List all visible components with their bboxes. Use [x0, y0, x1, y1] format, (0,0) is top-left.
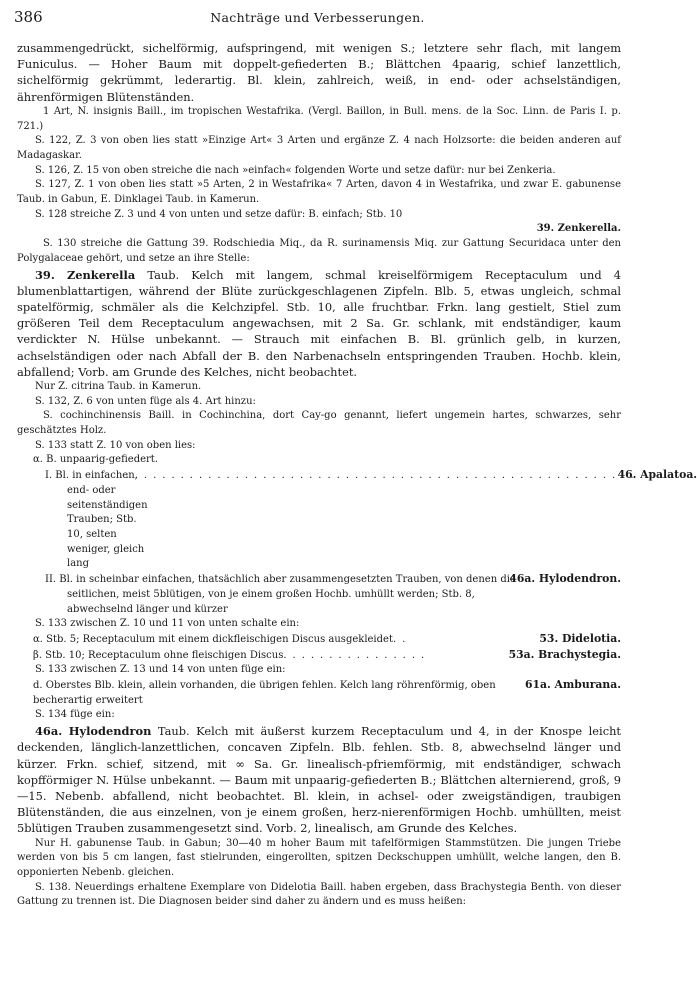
correction-p133c: S. 133 zwischen Z. 13 und 14 von unten füge ein: [35, 664, 286, 676]
correction-p133a: S. 133 statt Z. 10 von oben lies: [35, 439, 196, 451]
paragraph-continuation: zusammengedrückt, sichelförmig, aufspringend, mit wenigen S.; letztere sehr flach, mit langem Funiculus. — Hoher Baum mit doppelt-gefiederten B.; Blättchen 4paarig, schief lanzettlich, sichelförmig gekrümmt, lederartig. Bl. klein, zahlreich, weiß, in end- oder achselständigen, ährenförmigen Blütenständen. [17, 41, 621, 104]
key-item-a: α. Stb. 5; Receptaculum mit einem dickfleischigen Discus ausgekleidet .. 53. Didelotia. [33, 631, 621, 645]
page-body [17, 40, 697, 910]
genus-number: 39. [35, 267, 55, 282]
key-result-apalatoa: 46. Apalatoa. [617, 468, 697, 482]
correction-p132: S. 132, Z. 6 von unten füge als 4. Art hinzu: [35, 395, 256, 407]
correction-p128: S. 128 streiche Z. 3 und 4 von unten und setze dafür: B. einfach; Stb. 10 [35, 208, 403, 220]
correction-p134: S. 134 füge ein: [35, 709, 115, 721]
genus-description-hylodendron [17, 723, 621, 836]
key-result-zenkerella: 39. Zenkerella. [536, 223, 621, 235]
correction-p138: S. 138. Neuerdings erhaltene Exemplare von Didelotia Baill. haben ergeben, dass Brachystegia Benth. von dieser Gattung zu trennen ist. Die Diagnosen beider sind daher zu ändern und es muss heißen: [17, 881, 621, 908]
correction-p122: S. 122, Z. 3 von oben lies statt »Einzige Art« 3 Arten und ergänze Z. 4 nach Holzsorte: die beiden anderen auf Madagaskar. [17, 135, 621, 161]
species-note-zenkerella: Nur Z. citrina Taub. in Kamerun. [35, 380, 202, 392]
key-alpha: α. B. unpaarig-gefiedert. [33, 454, 158, 466]
key-item-b: β. Stb. 10; Receptaculum ohne fleischigen Discus ................ 53a. Brachystegia. [33, 647, 621, 661]
key-item-II: II. Bl. in scheinbar einfachen, thatsächlich aber zusammengesetzten Trauben, von denen die seitlichen, meist 5blütigen, von je einem großen Hochb. umhüllt werden; Stb. 8, abwechselnd länger und kürzer 46a. Hylodendron. [45, 572, 621, 615]
genus-name: Hylodendron [68, 724, 152, 739]
page-number: 386 [14, 8, 43, 26]
correction-p133b: S. 133 zwischen Z. 10 und 11 von unten schalte ein: [35, 618, 300, 630]
key-item-d: d. Oberstes Blb. klein, allein vorhanden, die übrigen fehlen. Kelch lang röhrenförmig, oben becherartig erweitert 61a. Amburana. [33, 678, 621, 706]
genus-description-zenkerella [17, 267, 621, 380]
correction-p130: S. 130 streiche die Gattung 39. Rodschiedia Miq., da R. surinamensis Miq. zur Gattung Securidaca unter den Polygalaceae gehört, und setze an ihre Stelle: [17, 238, 621, 264]
correction-p127: S. 127, Z. 1 von oben lies statt »5 Arten, 2 in Westafrika« 7 Arten, davon 4 in Westafrika, und zwar E. gabunense Taub. in Gabun, E. Dinklagei Taub. in Kamerun. [17, 179, 621, 206]
correction-p126: S. 126, Z. 15 von oben streiche die nach »einfach« folgenden Worte und setze dafür: nur bei Zenkeria. [35, 164, 556, 176]
key-result-hylodendron: 46a. Hylodendron. [509, 572, 621, 586]
running-title: Nachträge und Verbesserungen. [210, 10, 425, 25]
key-item-I: I. Bl. in einfachen, end- oder seitenständigen Trauben; Stb. 10, selten weniger, gleich lang ........................................................ 46. Apalatoa. [45, 468, 697, 570]
key-result-amburana: 61a. Amburana. [524, 678, 621, 692]
page-header [14, 8, 621, 30]
species-cochinchinensis: S. cochinchinensis Baill. in Cochinchina, dort Cay-go genannt, liefert ungemein hartes, schwarzes, sehr geschätztes Holz. [17, 410, 621, 437]
note-species-insignis: 1 Art, N. insignis Baill., im tropischen Westafrika. (Vergl. Baillon, in Bull. mens. de la Soc. Linn. de Paris I. p. 721.) [17, 105, 621, 132]
key-result-brachystegia: 53a. Brachystegia. [508, 647, 621, 661]
genus-number: 46a. [35, 724, 63, 739]
key-result-didelotia: 53. Didelotia. [539, 631, 621, 645]
genus-text: Taub. Kelch mit langem, schmal kreiselförmigem Receptaculum und 4 blumenblattartigen, während der Blüte zurückgeschlagenen Zipfeln. Blb. 5, etwas ungleich, schmal spatelförmig, schmäler als die Kelchzipfel. Stb. 10, alle fruchtbar. Frkn. lang gestielt, Stiel zum größeren Teil dem Receptaculum angewachsen, mit 2 Sa. Gr. schlank, mit endständiger, kaum verdickter N. Hülse unbekannt. — Strauch mit einfachen B. Bl. grünlich gelb, in kurzen, achselständigen oder nach Abfall der B. den Narbenachseln entspringenden Trauben. Hochb. klein, abfallend; Vorb. am Grunde des Kelches, nicht beobachtet. [17, 267, 621, 379]
genus-text: Taub. Kelch mit äußerst kurzem Receptaculum und 4, in der Knospe leicht deckenden, länglich-lanzettlichen, concaven Zipfeln. Blb. fehlen. Stb. 8, abwechselnd länger und kürzer. Frkn. schief, sitzend, mit ∞ Sa. Gr. linealisch-pfriemförmig, mit endständiger, schwach kopfförmiger N. Hülse unbekannt. — Baum mit unpaarig-gefiederten B.; Blättchen alternierend, groß, 9—15. Nebenb. abfallend, nicht beobachtet. Bl. klein, in achsel- oder zweigständigen, traubigen Blütenständen, die aus einzelnen, von je einem großen, herz-nierenförmigen Hochb. umhüllten, meist 5blütigen Trauben zusammengesetzt sind. Vorb. 2, linealisch, am Grunde des Kelches. [17, 724, 621, 836]
genus-name: Zenkerella [66, 267, 136, 282]
species-note-hylodendron: Nur H. gabunense Taub. in Gabun; 30—40 m hoher Baum mit tafelförmigen Stammstützen. Die jungen Triebe werden von bis 5 cm langen, fast stielrunden, eingerollten, spitzen Deckschuppen umhüllt, welche langen, den B. opponierten Nebenb. gleichen. [17, 837, 621, 878]
